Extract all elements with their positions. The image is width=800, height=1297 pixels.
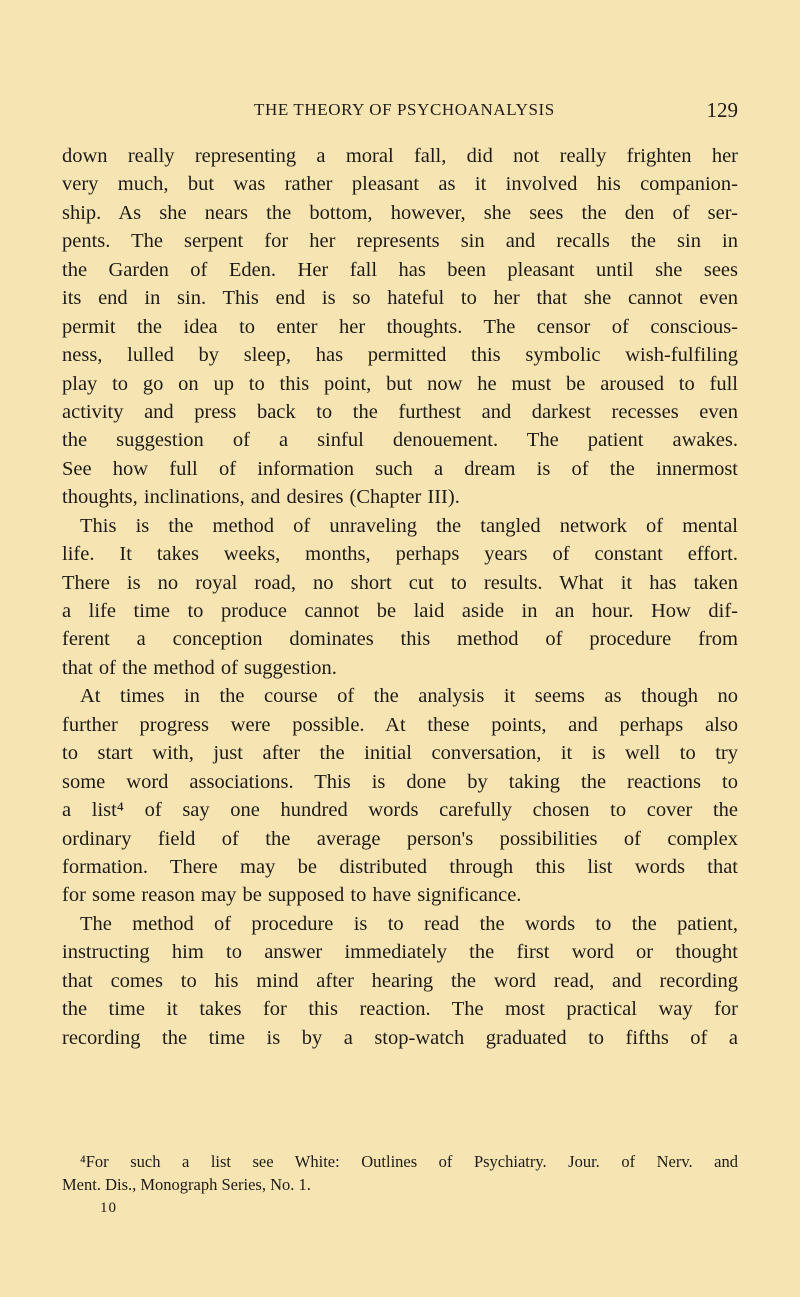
text-line: recording the time is by a stop-watch graduated to fifths of a xyxy=(62,1026,738,1049)
paragraph xyxy=(62,142,738,512)
text-line: the Garden of Eden. Her fall has been pleasant until she sees xyxy=(62,258,738,281)
text-line: ferent a conception dominates this method of procedure from xyxy=(62,628,738,651)
text-line: very much, but was rather pleasant as it involved his companion- xyxy=(62,173,738,196)
text-line: that comes to his mind after hearing the word read, and recording xyxy=(62,969,738,992)
page-number: 129 xyxy=(706,98,738,122)
text-line: permit the idea to enter her thoughts. The censor of conscious- xyxy=(62,315,738,338)
text-line: life. It takes weeks, months, perhaps years of constant effort. xyxy=(62,543,738,566)
signature-mark: 10 xyxy=(100,1200,117,1216)
text-line: a life time to produce cannot be laid aside in an hour. How dif- xyxy=(62,600,738,622)
text-line: The method of procedure is to read the words to the patient, xyxy=(80,912,738,935)
text-line: activity and press back to the furthest and darkest recesses even xyxy=(62,400,738,423)
footnote-line: Ment. Dis., Monograph Series, No. 1. xyxy=(62,1175,311,1194)
text-line: thoughts, inclinations, and desires (Chapter III). xyxy=(62,486,460,509)
text-line: a list⁴ of say one hundred words carefully chosen to cover the xyxy=(62,799,738,822)
text-line: ship. As she nears the bottom, however, she sees the den of ser- xyxy=(62,201,738,224)
text-line: At times in the course of the analysis it seems as though no xyxy=(80,685,738,708)
text-line: pents. The serpent for her represents sin and recalls the sin in xyxy=(62,230,738,253)
paragraph xyxy=(62,512,738,683)
text-line: the suggestion of a sinful denouement. The patient awakes. xyxy=(62,429,738,452)
text-line: formation. There may be distributed through this list words that xyxy=(62,855,738,878)
text-line: the time it takes for this reaction. The most practical way for xyxy=(62,998,738,1021)
footnote-line: ⁴For such a list see White: Outlines of Psychiatry. Jour. of Nerv. and xyxy=(80,1152,738,1171)
text-line: its end in sin. This end is so hateful to her that she cannot even xyxy=(62,287,738,310)
text-line: for some reason may be supposed to have significance. xyxy=(62,884,522,907)
text-line: that of the method of suggestion. xyxy=(62,656,337,679)
text-line: play to go on up to this point, but now he must be aroused to full xyxy=(62,372,738,395)
running-header xyxy=(62,100,738,126)
text-line: some word associations. This is done by taking the reactions to xyxy=(62,770,738,793)
footnote xyxy=(62,1150,738,1196)
body-text xyxy=(62,142,738,1052)
text-line: See how full of information such a dream is of the innermost xyxy=(62,457,738,480)
text-line: instructing him to answer immediately the first word or thought xyxy=(62,941,738,964)
text-line: down really representing a moral fall, did not really frighten her xyxy=(62,145,738,167)
running-title: THE THEORY OF PSYCHOANALYSIS xyxy=(254,100,555,119)
paragraph xyxy=(62,910,738,1052)
text-line: There is no royal road, no short cut to results. What it has taken xyxy=(62,571,738,594)
text-line: further progress were possible. At these points, and perhaps also xyxy=(62,713,738,736)
text-line: ness, lulled by sleep, has permitted this symbolic wish-fulfiling xyxy=(62,344,738,367)
text-line: ordinary field of the average person's possibilities of complex xyxy=(62,827,738,850)
text-line: This is the method of unraveling the tangled network of mental xyxy=(80,514,738,537)
text-line: to start with, just after the initial conversation, it is well to try xyxy=(62,742,738,765)
paragraph xyxy=(62,682,738,910)
